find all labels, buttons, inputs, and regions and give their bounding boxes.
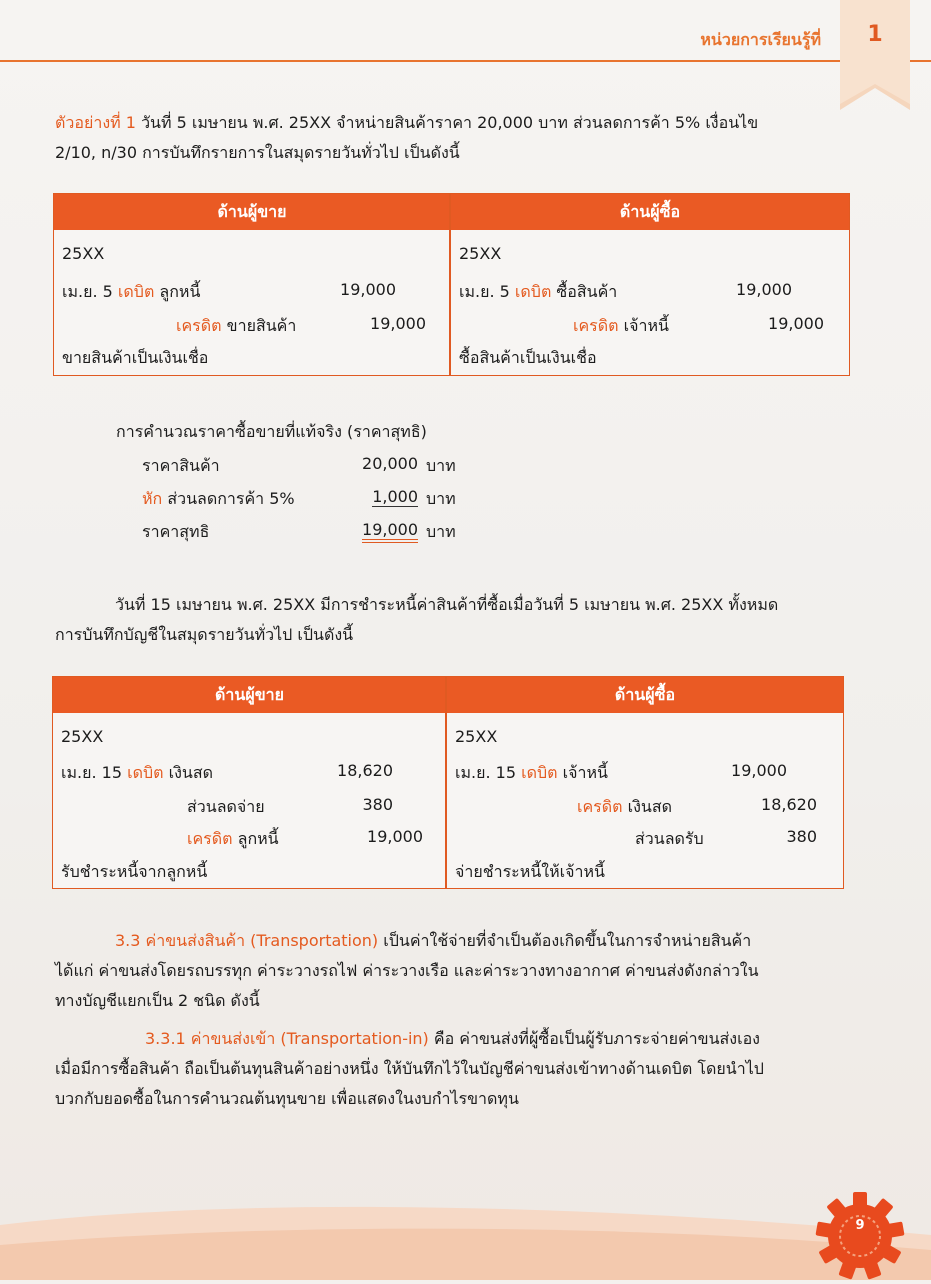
example-intro [55, 108, 845, 168]
unit-label: หน่วยการเรียนรู้ที่ [700, 30, 821, 49]
footer-wave [0, 1195, 931, 1280]
table1-seller-debit-amount: 19,000 [340, 280, 396, 299]
payment-line1: วันที่ 15 เมษายน พ.ศ. 25XX มีการชำระหนี้ค่าสินค้าที่ซื้อเมื่อวันที่ 5 เมษายน พ.ศ. 25XX ทั้งหมด [115, 595, 779, 614]
calc-row-discount-unit: บาท [426, 489, 456, 508]
table2-buyer-credit-account: เงินสด [627, 797, 673, 816]
table1-seller-date: เม.ย. 5 [62, 282, 113, 301]
example-label: ตัวอย่างที่ 1 [55, 113, 136, 132]
table1-buyer-credit-account: เจ้าหนี้ [623, 316, 669, 335]
table1-buyer-debit-amount: 19,000 [736, 280, 792, 299]
section-3-3-1-line2: เมื่อมีการซื้อสินค้า ถือเป็นต้นทุนสินค้าอย่างหนึ่ง ให้บันทึกไว้ในบัญชีค่าขนส่งเข้าทางด้านเดบิต โดยนำไป [55, 1059, 764, 1078]
table2-seller-memo: รับชำระหนี้จากลูกหนี้ [61, 862, 208, 881]
table1-buyer-debit-account: ซื้อสินค้า [556, 282, 618, 301]
payment-line2: การบันทึกบัญชีในสมุดรายวันทั่วไป เป็นดังนี้ [55, 625, 354, 644]
section-3-3-1-line1: คือ ค่าขนส่งที่ผู้ซื้อเป็นผู้รับภาระจ่ายค่าขนส่งเอง [433, 1029, 760, 1048]
calc-row-net-amount-wrap [330, 520, 418, 539]
section-3-3-1 [55, 1024, 845, 1114]
table1-buyer-date: เม.ย. 5 [459, 282, 510, 301]
table1-seller-credit-account: ขายสินค้า [226, 316, 297, 335]
table1-buyer-debit-line [459, 280, 617, 305]
calc-row-price-unit: บาท [426, 456, 456, 475]
table1-seller-credit-word: เครดิต [176, 316, 222, 335]
section-3-3-line3: ทางบัญชีแยกเป็น 2 ชนิด ดังนี้ [55, 991, 260, 1010]
table1-buyer-credit-line [573, 314, 669, 339]
table2-buyer-year: 25XX [455, 727, 498, 746]
calc-row-discount-label: ส่วนลดการค้า 5% [167, 489, 295, 508]
header-rule [0, 60, 931, 62]
table1-seller-credit-line [176, 314, 296, 339]
table1-seller-year: 25XX [62, 244, 105, 263]
table2-seller-debit-amount: 18,620 [337, 761, 393, 780]
table2-seller-credit-amount: 19,000 [367, 827, 423, 846]
table1-buyer-credit-word: เครดิต [573, 316, 619, 335]
table2-seller-year: 25XX [61, 727, 104, 746]
table1-seller-credit-amount: 19,000 [370, 314, 426, 333]
table2-buyer-memo: จ่ายชำระหนี้ให้เจ้าหนี้ [455, 862, 605, 881]
gear-icon [812, 1188, 908, 1284]
table1-buyer-debit-word: เดบิต [514, 282, 552, 301]
section-3-3-line2: ได้แก่ ค่าขนส่งโดยรถบรรทุก ค่าระวางรถไฟ ค่าระวางเรือ และค่าระวางทางอากาศ ค่าขนส่งดังกล่าวใน [55, 961, 759, 980]
page-number: 9 [855, 1218, 865, 1233]
calc-row-price-amount: 20,000 [362, 454, 418, 473]
example-line2: 2/10, n/30 การบันทึกรายการในสมุดรายวันทั่วไป เป็นดังนี้ [55, 143, 460, 162]
journal-table-2 [52, 676, 844, 889]
table2-buyer-credit-amount: 18,620 [761, 795, 817, 814]
journal-table-1 [53, 193, 850, 376]
table1-buyer-header: ด้านผู้ซื้อ [451, 194, 849, 230]
table1-seller-memo: ขายสินค้าเป็นเงินเชื่อ [62, 348, 209, 367]
section-3-3-1-heading: 3.3.1 ค่าขนส่งเข้า (Transportation-in) [145, 1029, 429, 1048]
table2-buyer-discount-account: ส่วนลดรับ [635, 829, 704, 848]
section-3-3-heading: 3.3 ค่าขนส่งสินค้า (Transportation) [115, 931, 379, 950]
table2-seller-credit-word: เครดิต [187, 829, 233, 848]
table1-buyer-memo: ซื้อสินค้าเป็นเงินเชื่อ [459, 348, 597, 367]
table2-buyer-debit-amount: 19,000 [731, 761, 787, 780]
calc-row-discount-amount-wrap [330, 487, 418, 506]
table2-buyer-debit-account: เจ้าหนี้ [562, 763, 608, 782]
calc-row-discount-amount: 1,000 [372, 487, 418, 506]
calc-row-discount [142, 487, 295, 512]
table1-buyer-year: 25XX [459, 244, 502, 263]
table2-buyer-debit-line [455, 761, 608, 786]
table2-seller-date: เม.ย. 15 [61, 763, 123, 782]
table2-buyer-credit-line [577, 795, 672, 820]
bookmark-tab-icon [840, 0, 910, 110]
calc-row-net-amount: 19,000 [362, 520, 418, 543]
table2-divider [445, 677, 447, 888]
calc-less-word: หัก [142, 489, 163, 508]
table2-buyer-header: ด้านผู้ซื้อ [447, 677, 843, 713]
section-3-3-line1: เป็นค่าใช้จ่ายที่จำเป็นต้องเกิดขึ้นในการจำหน่ายสินค้า [383, 931, 752, 950]
table1-seller-debit-line [62, 280, 200, 305]
calc-row-price-label: ราคาสินค้า [142, 456, 220, 475]
calc-title: การคำนวณราคาซื้อขายที่แท้จริง (ราคาสุทธิ) [116, 422, 427, 441]
table2-seller-credit-line [187, 827, 279, 852]
payment-paragraph [55, 590, 845, 650]
table2-seller-debit-account: เงินสด [168, 763, 213, 782]
table2-seller-debit-line [61, 761, 213, 786]
calc-row-net-label: ราคาสุทธิ [142, 522, 210, 541]
table2-buyer-date: เม.ย. 15 [455, 763, 517, 782]
table1-seller-debit-word: เดบิต [117, 282, 155, 301]
table1-buyer-credit-amount: 19,000 [768, 314, 824, 333]
table1-divider [449, 194, 451, 375]
table2-seller-debit-word: เดบิต [127, 763, 164, 782]
table2-buyer-discount-amount: 380 [786, 827, 817, 846]
calc-row-net-unit: บาท [426, 522, 456, 541]
section-3-3 [55, 926, 845, 1016]
table1-seller-header: ด้านผู้ขาย [54, 194, 450, 230]
unit-number: 1 [867, 22, 883, 47]
section-3-3-1-line3: บวกกับยอดซื้อในการคำนวณต้นทุนขาย เพื่อแสดงในงบกำไรขาดทุน [55, 1089, 519, 1108]
table2-seller-discount-amount: 380 [362, 795, 393, 814]
table1-seller-debit-account: ลูกหนี้ [159, 282, 201, 301]
table2-seller-header: ด้านผู้ขาย [53, 677, 446, 713]
example-line1: วันที่ 5 เมษายน พ.ศ. 25XX จำหน่ายสินค้าราคา 20,000 บาท ส่วนลดการค้า 5% เงื่อนไข [141, 113, 759, 132]
table2-buyer-debit-word: เดบิต [521, 763, 558, 782]
table2-buyer-credit-word: เครดิต [577, 797, 623, 816]
table2-seller-discount-account: ส่วนลดจ่าย [187, 797, 265, 816]
table2-seller-credit-account: ลูกหนี้ [237, 829, 279, 848]
